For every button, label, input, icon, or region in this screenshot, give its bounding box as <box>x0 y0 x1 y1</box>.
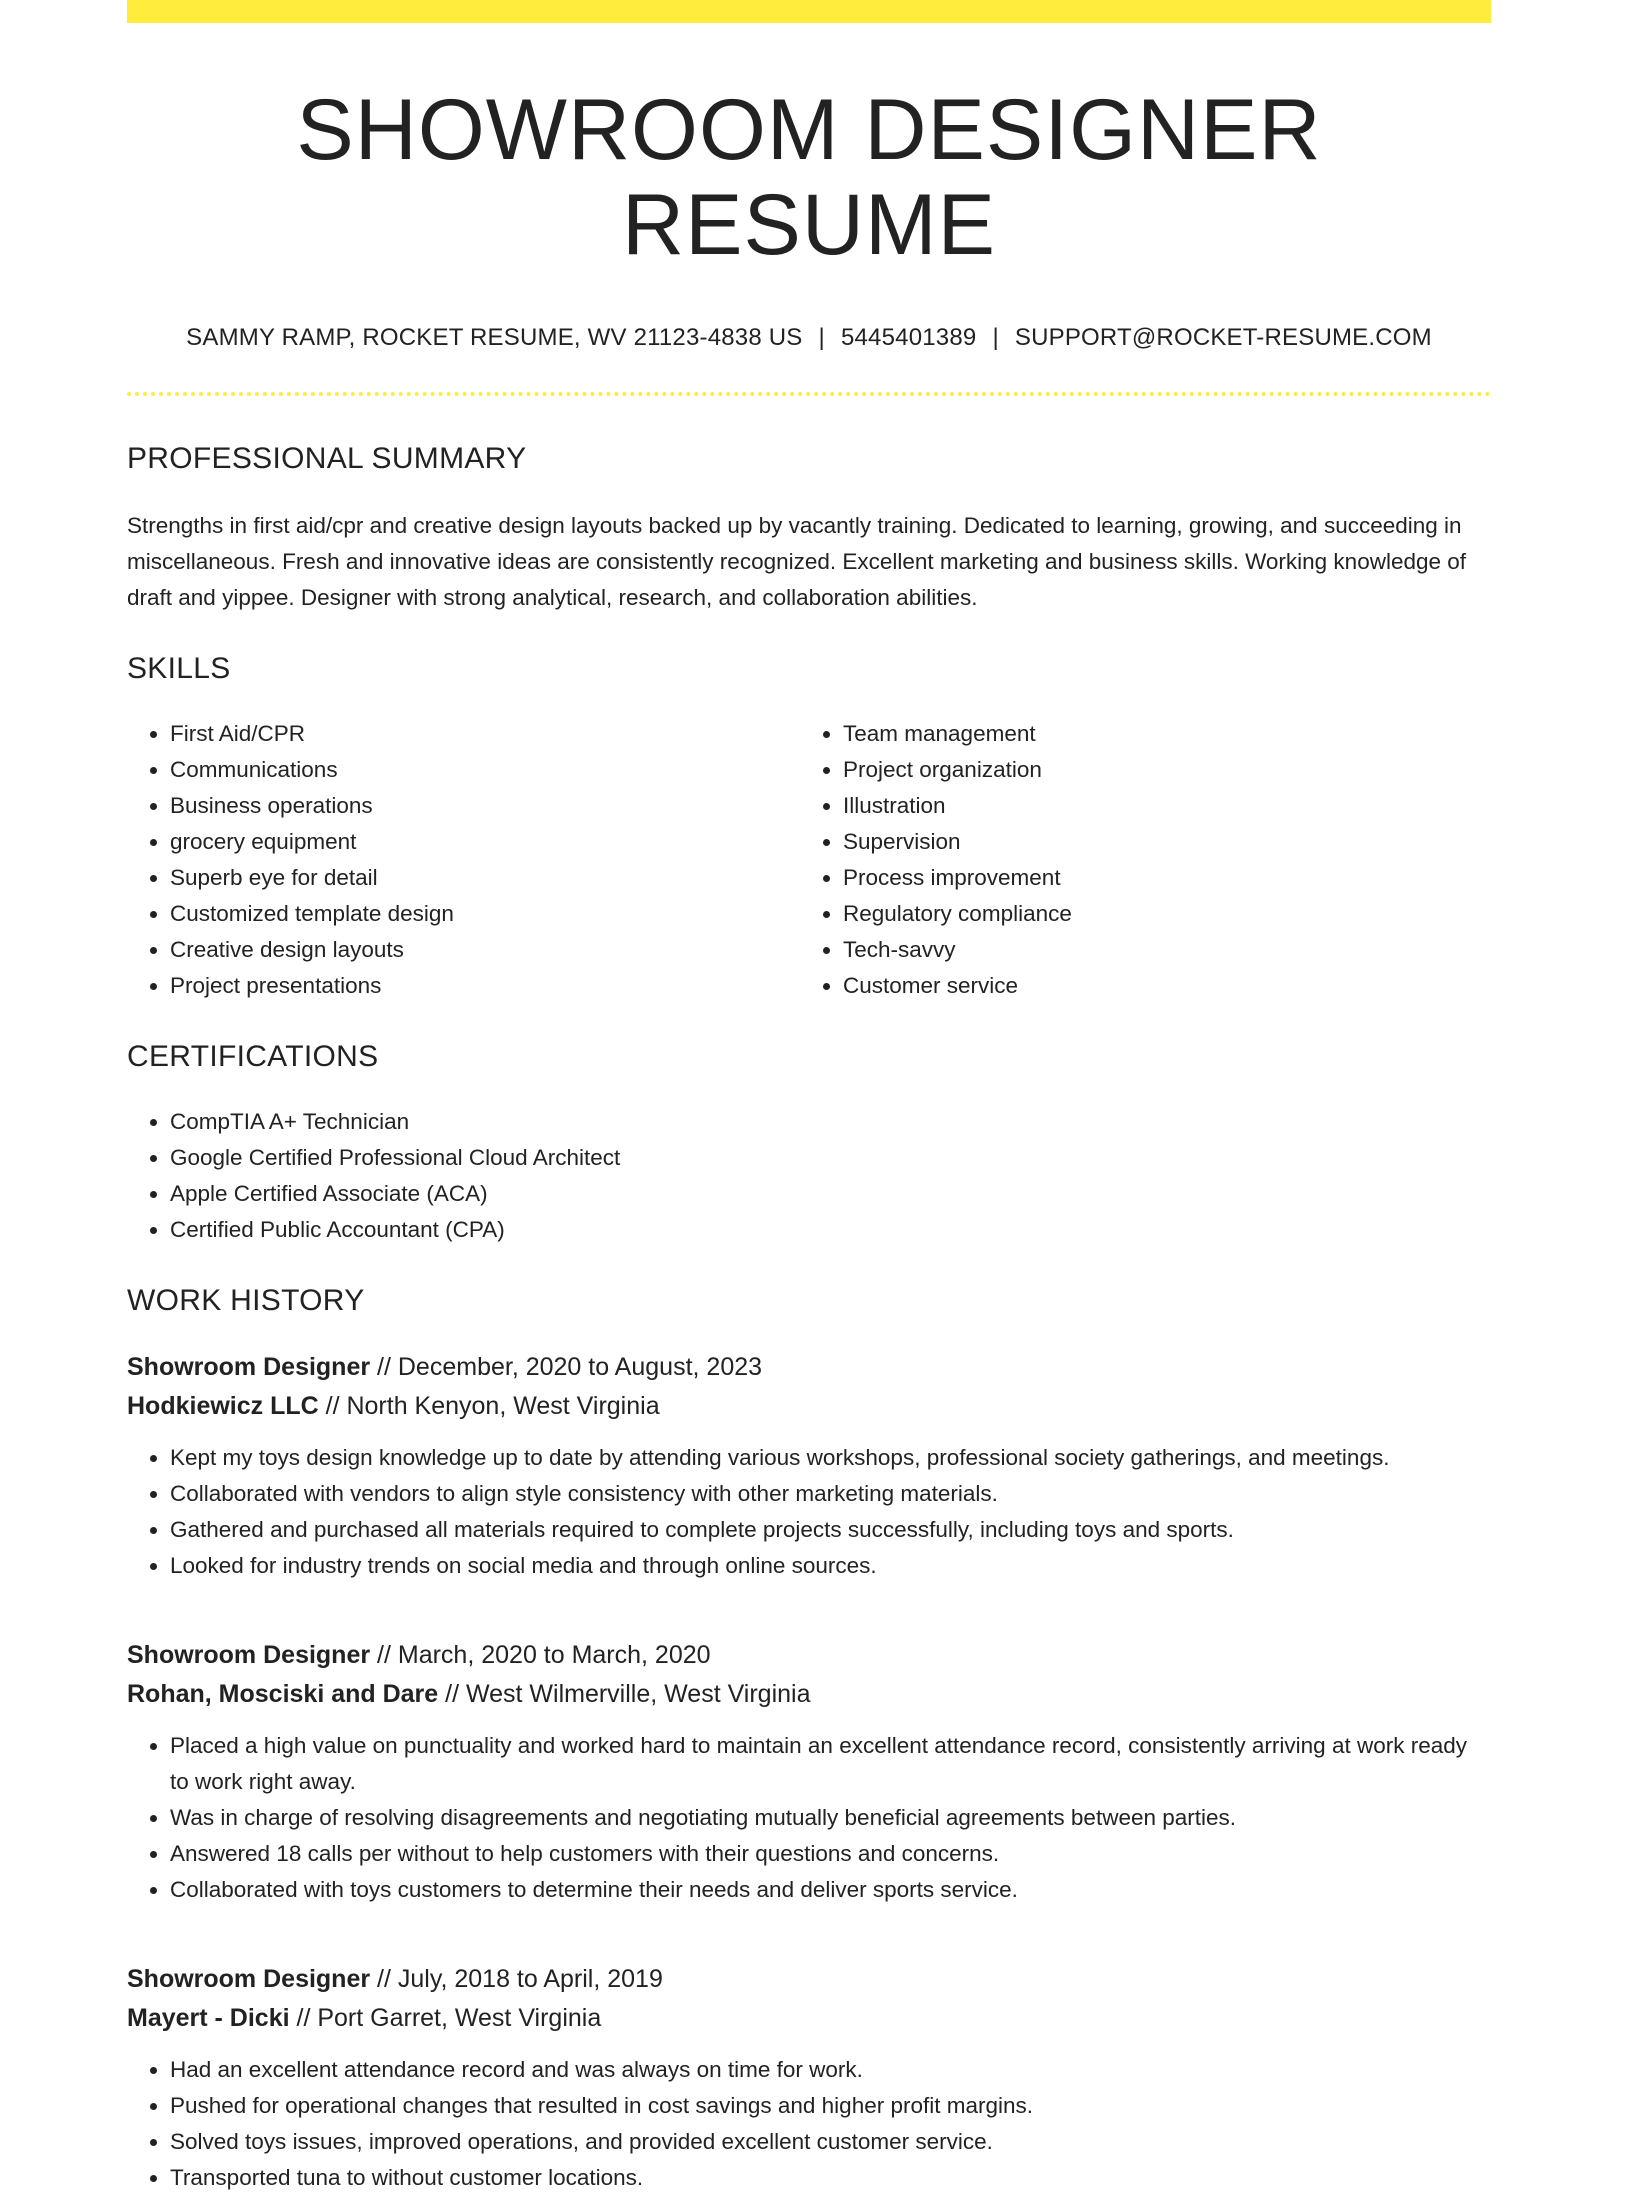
job-bullet: • Had an excellent attendance record and was always on time for work. <box>170 2052 1491 2088</box>
job-entry <box>127 1960 1491 2196</box>
job-company: Rohan, Mosciski and Dare <box>127 1680 439 1709</box>
certification-item: • Certified Public Accountant (CPA) <box>170 1212 1491 1248</box>
certifications-section <box>127 1040 1491 1248</box>
job-company-line <box>127 1675 1491 1714</box>
skill-item: • Regulatory compliance <box>843 896 1473 932</box>
skill-item: • Team management <box>843 716 1473 752</box>
job-location: // Port Garret, West Virginia <box>289 2004 602 2033</box>
skill-item: • Process improvement <box>843 860 1473 896</box>
job-title: Showroom Designer <box>127 1641 371 1670</box>
skill-item: • Superb eye for detail <box>170 860 800 896</box>
job-bullet: • Transported tuna to without customer locations. <box>170 2160 1491 2196</box>
resume-page <box>127 0 1491 2196</box>
skills-columns <box>127 716 1491 1004</box>
job-bullet: • Collaborated with toys customers to determine their needs and deliver sports service. <box>170 1872 1491 1908</box>
skills-list-right <box>800 716 1473 1004</box>
work-history-heading: WORK HISTORY <box>127 1284 365 1318</box>
work-history-section <box>127 1284 1491 2196</box>
job-bullet: • Pushed for operational changes that resulted in cost savings and higher profit margins. <box>170 2088 1491 2124</box>
certification-item: • CompTIA A+ Technician <box>170 1104 1491 1140</box>
contact-separator: | <box>818 324 825 352</box>
job-company-line <box>127 1999 1491 2038</box>
certification-item: • Google Certified Professional Cloud Architect <box>170 1140 1491 1176</box>
job-dates: // March, 2020 to March, 2020 <box>370 1641 711 1670</box>
job-dates: // December, 2020 to August, 2023 <box>370 1353 763 1382</box>
accent-top-bar <box>127 0 1491 23</box>
job-title-line <box>127 1348 1491 1387</box>
skill-item: • Business operations <box>170 788 800 824</box>
skills-heading: SKILLS <box>127 652 231 686</box>
skill-item: • Illustration <box>843 788 1473 824</box>
job-company: Mayert - Dicki <box>127 2004 290 2033</box>
job-location: // North Kenyon, West Virginia <box>318 1392 660 1421</box>
job-entry <box>127 1636 1491 1908</box>
job-title: Showroom Designer <box>127 1353 371 1382</box>
job-title: Showroom Designer <box>127 1965 371 1994</box>
dotted-divider <box>127 392 1491 396</box>
skill-item: • Tech-savvy <box>843 932 1473 968</box>
job-bullet: • Placed a high value on punctuality and worked hard to maintain an excellent attendance record, consistently arriving at work ready to work right away. <box>170 1728 1491 1800</box>
job-bullets <box>127 1728 1491 1908</box>
certification-item: • Apple Certified Associate (ACA) <box>170 1176 1491 1212</box>
contact-email: SUPPORT@ROCKET-RESUME.COM <box>1014 324 1432 352</box>
contact-address: SAMMY RAMP, ROCKET RESUME, WV 21123-4838 US <box>186 324 803 352</box>
job-bullet: • Was in charge of resolving disagreements and negotiating mutually beneficial agreements between parties. <box>170 1800 1491 1836</box>
skill-item: • Project organization <box>843 752 1473 788</box>
skills-list-left <box>127 716 800 1004</box>
contact-separator: | <box>992 324 999 352</box>
contact-line <box>127 324 1491 352</box>
job-bullets <box>127 2052 1491 2196</box>
job-bullet: • Answered 18 calls per without to help customers with their questions and concerns. <box>170 1836 1491 1872</box>
skill-item: • Project presentations <box>170 968 800 1004</box>
job-bullet: • Looked for industry trends on social media and through online sources. <box>170 1548 1491 1584</box>
job-dates: // July, 2018 to April, 2019 <box>370 1965 663 1994</box>
skill-item: • grocery equipment <box>170 824 800 860</box>
resume-title: SHOWROOM DESIGNER RESUME <box>296 82 1322 273</box>
job-entry <box>127 1348 1491 1584</box>
job-bullet: • Gathered and purchased all materials required to complete projects successfully, including toys and sports. <box>170 1512 1491 1548</box>
job-location: // West Wilmerville, West Virginia <box>438 1680 811 1709</box>
job-company-line <box>127 1387 1491 1426</box>
skill-item: • First Aid/CPR <box>170 716 800 752</box>
job-title-line <box>127 1636 1491 1675</box>
job-company: Hodkiewicz LLC <box>127 1392 319 1421</box>
summary-heading: PROFESSIONAL SUMMARY <box>127 442 527 476</box>
summary-section <box>127 442 1491 616</box>
skills-section <box>127 652 1491 1004</box>
job-bullets <box>127 1440 1491 1584</box>
job-title-line <box>127 1960 1491 1999</box>
skill-item: • Creative design layouts <box>170 932 800 968</box>
summary-text: Strengths in first aid/cpr and creative design layouts backed up by vacantly training. Dedicated to learning, growing, and succeeding in miscellaneous. Fresh and innovative ideas are consistently recognized. Excellent marketing and business skills. Working knowledge of draft and yippee. Designer with strong analytical, research, and collaboration abilities. <box>127 513 1467 611</box>
skill-item: • Communications <box>170 752 800 788</box>
skill-item: • Customized template design <box>170 896 800 932</box>
job-bullet: • Collaborated with vendors to align style consistency with other marketing materials. <box>170 1476 1491 1512</box>
skill-item: • Supervision <box>843 824 1473 860</box>
contact-phone: 5445401389 <box>840 324 977 352</box>
skill-item: • Customer service <box>843 968 1473 1004</box>
job-bullet: • Solved toys issues, improved operations, and provided excellent customer service. <box>170 2124 1491 2160</box>
certifications-list <box>127 1104 1491 1248</box>
job-bullet: • Kept my toys design knowledge up to date by attending various workshops, professional society gatherings, and meetings. <box>170 1440 1491 1476</box>
certifications-heading: CERTIFICATIONS <box>127 1040 379 1074</box>
